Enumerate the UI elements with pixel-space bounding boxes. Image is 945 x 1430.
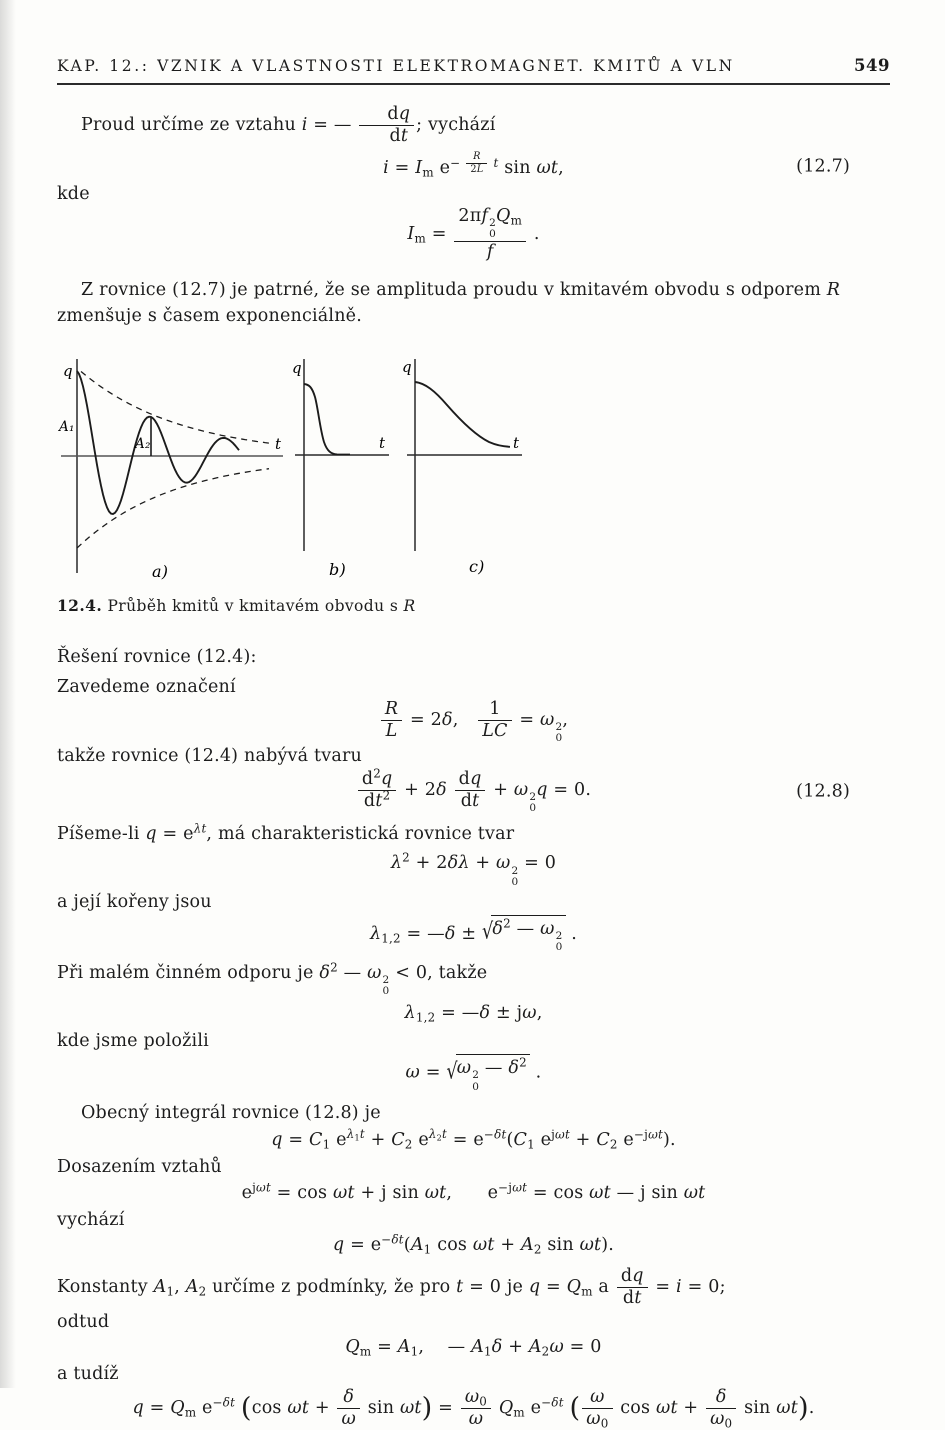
- equation-initial-conditions: [57, 1335, 890, 1360]
- equation-q-real: [57, 1233, 890, 1258]
- equation-roots-body: $\lambda_{1,2}$ = —δ ± $√\delta^2$ — ω 2 0 .: [369, 916, 578, 954]
- running-header: [57, 54, 890, 78]
- equation-12-8-body: $\frac{d^2q}{dt^2}$ + 2δ $\frac{dq}{dt}$ + ω 2 0 q = 0.: [356, 780, 591, 800]
- figure-caption: [57, 595, 890, 617]
- panel-b-t-label: t: [379, 433, 386, 452]
- equation-omega: [57, 1054, 890, 1092]
- envelope-lower-dashed: [77, 469, 269, 548]
- equation-12-7-body: $i = I_m$ $e^{- \frac{R}{2L} t}$ sin ωt,: [383, 150, 564, 180]
- equation-characteristic-body: $\lambda^2 + 2\delta\lambda + \omega$ 2 0 = 0: [390, 850, 557, 888]
- intro-paragraph: Proud určíme ze vztahu i = — $\frac{dq}{dt}$ ; vychází: [81, 103, 496, 146]
- equation-general-integral: [57, 1128, 890, 1153]
- zavedeme-line: Zavedeme označení: [57, 676, 236, 697]
- equation-general-integral-body: $q = C_1$ $e^{\lambda_1t} + C_2$ $e^{\lambda_2t} = e^{-\delta t}(C_1$ $e^{j\omega t} + C_2$ $e^{-j\omega t}$).: [271, 1127, 676, 1152]
- equation-im: [57, 207, 890, 262]
- equation-im-body: $I_m$ = 2πf 2 0 $Q_m$ f .: [407, 206, 540, 263]
- pri-malem-line: Při malém činném odporu je $\delta^2$ — ω 2 0 < 0, takže: [57, 960, 488, 998]
- panel-c-y-label: q: [402, 357, 412, 376]
- figure-caption-text: Průběh kmitů v kmitavém obvodu s: [102, 596, 404, 615]
- equation-omega-body: ω = √ω 2 0 — $\delta^2$ .: [405, 1055, 542, 1093]
- reseni-line: Řešení rovnice (12.4):: [57, 647, 257, 668]
- aperiodic-curve: [415, 382, 510, 447]
- equation-characteristic: [57, 851, 890, 887]
- equation-euler-body: $e^{j\omega t} = \cos \omega t + j$ sin ωt, $e^{-j\omega t} = \cos \omega t$ — j sin ωt: [241, 1180, 706, 1203]
- vychazi-line: vychází: [57, 1210, 125, 1231]
- figure-12-4-svg: [57, 351, 527, 583]
- dosazenim-line: Dosazením vztahů: [57, 1157, 222, 1178]
- figure-caption-variable: R: [403, 596, 416, 615]
- konstanty-line: Konstanty $A_1$, $A_2$ určíme z podmínky, že pro t = 0 je $q = Q_m$ a $\frac{dq}{dt}$ = i = 0;: [57, 1265, 726, 1308]
- kde-label: kde: [57, 183, 90, 204]
- panel-c-t-label: t: [513, 433, 520, 452]
- kde-jsme-line: kde jsme položili: [57, 1030, 209, 1051]
- equation-q-real-body: $q = e^{-\delta t}(A_1$ $\cos \omega t + A_2$ sin ωt).: [332, 1232, 615, 1257]
- chapter-header: KAP. 12.: VZNIK A VLASTNOSTI ELEKTROMAGNET. KMITŮ A VLN: [57, 57, 735, 75]
- equation-roots: [57, 915, 890, 953]
- equation-designations: [57, 700, 890, 744]
- amplitude-2-label: A₂: [135, 435, 151, 452]
- envelope-upper-dashed: [81, 371, 269, 443]
- takze-line: takže rovnice (12.4) nabývá tvaru: [57, 746, 363, 767]
- overdamped-curve: [304, 384, 350, 455]
- obecny-line: Obecný integrál rovnice (12.8) je: [81, 1102, 381, 1123]
- header-rule: [57, 83, 890, 85]
- panel-c-letter: c): [469, 556, 485, 576]
- panel-a-t-label: t: [275, 434, 282, 453]
- damped-oscillation-curve: [77, 371, 239, 514]
- figure-caption-number: 12.4.: [57, 595, 103, 615]
- equation-initial-conditions-body: $Q_m = A_1$, — $A_1\delta + A_2\omega = 0$: [345, 1336, 602, 1359]
- equation-12-8-number: (12.8): [796, 781, 850, 802]
- equation-final-body: $q = Q_m$ $e^{-\delta t}$ (cos ωt + $\frac{\delta}{\omega}$ sin ωt) = $\frac{\omega_0}{\omega}$ $Q_m$ $e^{-\delta t}$ ( $\frac{\omega}{\omega_0}$ cos ωt + $\frac{\delta}{\omega_0}$ sin ωt).: [132, 1386, 815, 1430]
- equation-euler: [57, 1181, 890, 1206]
- a-tudiz-line: a tudíž: [57, 1364, 119, 1385]
- equation-roots-complex-body: $\lambda_{1,2}$ = —δ ± jω,: [404, 1003, 543, 1026]
- panel-a-letter: a): [152, 561, 169, 581]
- koreny-line: a její kořeny jsou: [57, 891, 212, 912]
- panel-b-y-label: q: [292, 358, 302, 377]
- equation-12-8: [57, 766, 890, 814]
- z-rovnice-paragraph: Z rovnice (12.7) je patrné, že se amplituda proudu v kmitavém obvodu s odporem R zmenšuje s časem exponenciálně.: [57, 280, 841, 326]
- equation-final: [57, 1388, 890, 1429]
- panel-a-y-label: q: [63, 361, 73, 380]
- equation-12-7: [57, 152, 890, 182]
- odtud-line: odtud: [57, 1311, 110, 1332]
- equation-12-7-number: (12.7): [796, 155, 850, 176]
- figure-12-4: [57, 351, 890, 583]
- equation-designations-body: $\frac{R}{L}$ = 2δ, $\frac{1}{LC}$ = ω 2 0 ,: [379, 710, 568, 730]
- equation-roots-complex: [57, 1001, 890, 1026]
- page-number: 549: [854, 56, 890, 75]
- panel-b-letter: b): [329, 559, 346, 579]
- piseme-line: Píšeme-li $q = e^{\lambda t}$, má charakteristická rovnice tvar: [57, 821, 515, 844]
- amplitude-1-label: A₁: [59, 418, 75, 435]
